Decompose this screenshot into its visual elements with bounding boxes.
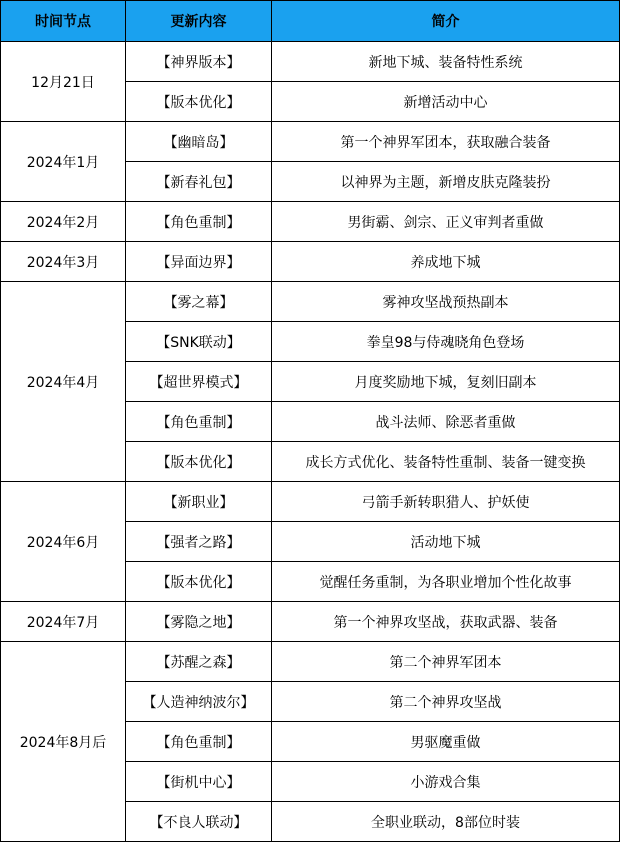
- desc-cell: 战斗法师、除恶者重做: [272, 402, 620, 442]
- desc-cell: 新增活动中心: [272, 82, 620, 122]
- content-cell: 【人造神纳波尔】: [126, 682, 272, 722]
- table-row: [1, 202, 620, 242]
- table-row: [1, 642, 620, 682]
- content-cell: 【版本优化】: [126, 562, 272, 602]
- desc-cell: 新地下城、装备特性系统: [272, 42, 620, 82]
- header-row: [1, 1, 620, 42]
- content-cell: 【角色重制】: [126, 722, 272, 762]
- content-cell: 【角色重制】: [126, 202, 272, 242]
- table-row: [1, 482, 620, 522]
- table-row: [1, 602, 620, 642]
- content-cell: 【新春礼包】: [126, 162, 272, 202]
- desc-cell: 养成地下城: [272, 242, 620, 282]
- content-cell: 【版本优化】: [126, 82, 272, 122]
- time-cell: 2024年3月: [1, 242, 126, 282]
- desc-cell: 月度奖励地下城，复刻旧副本: [272, 362, 620, 402]
- desc-cell: 活动地下城: [272, 522, 620, 562]
- content-cell: 【雾隐之地】: [126, 602, 272, 642]
- header-desc: 简介: [272, 1, 620, 42]
- header-content: 更新内容: [126, 1, 272, 42]
- content-cell: 【不良人联动】: [126, 802, 272, 842]
- time-cell: 12月21日: [1, 42, 126, 122]
- header-time: 时间节点: [1, 1, 126, 42]
- desc-cell: 男街霸、剑宗、正义审判者重做: [272, 202, 620, 242]
- content-cell: 【角色重制】: [126, 402, 272, 442]
- content-cell: 【幽暗岛】: [126, 122, 272, 162]
- time-cell: 2024年2月: [1, 202, 126, 242]
- time-cell: 2024年8月后: [1, 642, 126, 842]
- content-cell: 【强者之路】: [126, 522, 272, 562]
- desc-cell: 第一个神界攻坚战，获取武器、装备: [272, 602, 620, 642]
- desc-cell: 雾神攻坚战预热副本: [272, 282, 620, 322]
- time-cell: 2024年6月: [1, 482, 126, 602]
- content-cell: 【超世界模式】: [126, 362, 272, 402]
- table-row: [1, 122, 620, 162]
- content-cell: 【SNK联动】: [126, 322, 272, 362]
- table-row: [1, 242, 620, 282]
- desc-cell: 全职业联动，8部位时装: [272, 802, 620, 842]
- table-row: [1, 282, 620, 322]
- desc-cell: 小游戏合集: [272, 762, 620, 802]
- time-cell: 2024年7月: [1, 602, 126, 642]
- desc-cell: 觉醒任务重制，为各职业增加个性化故事: [272, 562, 620, 602]
- desc-cell: 第一个神界军团本，获取融合装备: [272, 122, 620, 162]
- desc-cell: 以神界为主题，新增皮肤克隆装扮: [272, 162, 620, 202]
- content-cell: 【版本优化】: [126, 442, 272, 482]
- time-cell: 2024年1月: [1, 122, 126, 202]
- content-cell: 【苏醒之森】: [126, 642, 272, 682]
- desc-cell: 弓箭手新转职猎人、护妖使: [272, 482, 620, 522]
- table-row: [1, 42, 620, 82]
- desc-cell: 第二个神界攻坚战: [272, 682, 620, 722]
- table-body: [1, 42, 620, 842]
- desc-cell: 男驱魔重做: [272, 722, 620, 762]
- content-cell: 【神界版本】: [126, 42, 272, 82]
- content-cell: 【雾之幕】: [126, 282, 272, 322]
- content-cell: 【新职业】: [126, 482, 272, 522]
- content-cell: 【街机中心】: [126, 762, 272, 802]
- time-cell: 2024年4月: [1, 282, 126, 482]
- content-cell: 【异面边界】: [126, 242, 272, 282]
- desc-cell: 第二个神界军团本: [272, 642, 620, 682]
- desc-cell: 成长方式优化、装备特性重制、装备一键变换: [272, 442, 620, 482]
- desc-cell: 拳皇98与侍魂晓角色登场: [272, 322, 620, 362]
